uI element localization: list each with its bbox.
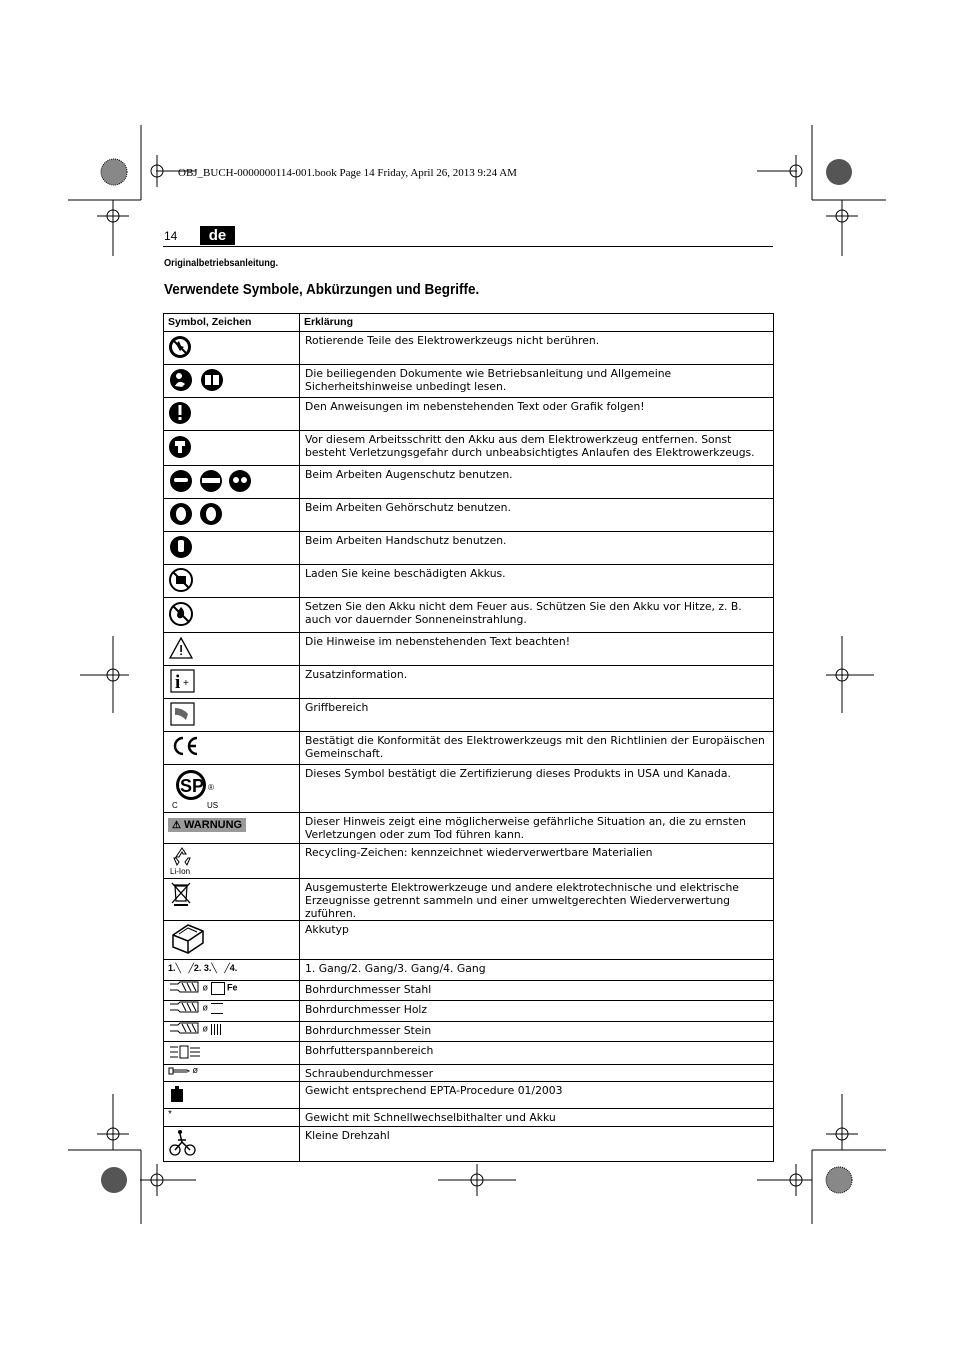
- row-explanation: Ausgemusterte Elektrowerkzeuge und andere elektrotechnische und elektrische Erzeugnisse getrennt sammeln und einer umweltgerechten Wiederverwertung zuführen.: [300, 879, 774, 921]
- gear-selection-icon: 1.╲ ╱2. 3.╲ ╱4.: [164, 960, 300, 981]
- table-row: [164, 499, 774, 532]
- table-row: [164, 1042, 774, 1065]
- table-row: [164, 365, 774, 398]
- table-row: [164, 532, 774, 565]
- column-header-symbol: Symbol, Zeichen: [164, 314, 300, 332]
- symbols-table: [163, 313, 774, 1162]
- table-row: [164, 765, 774, 813]
- csa-c-label: C: [172, 801, 178, 810]
- eye-protection-icon: [168, 466, 258, 494]
- header-rule: [163, 246, 773, 247]
- row-explanation: Gewicht mit Schnellwechselbithalter und Akku: [300, 1109, 774, 1127]
- row-explanation: 1. Gang/2. Gang/3. Gang/4. Gang: [300, 960, 774, 981]
- row-explanation: Dieser Hinweis zeigt eine möglicherweise gefährliche Situation an, die zu ernsten Verletzungen oder zum Tod führen kann.: [300, 813, 774, 844]
- low-speed-bicycle-icon: [168, 1127, 198, 1157]
- row-explanation: Griffbereich: [300, 699, 774, 732]
- table-row: [164, 332, 774, 365]
- recycling-li-ion-icon: [170, 846, 194, 868]
- table-row: [164, 598, 774, 633]
- hand-protection-icon: [168, 532, 198, 560]
- table-row: [164, 732, 774, 765]
- table-row: [164, 633, 774, 666]
- diameter-symbol: ø: [202, 982, 209, 993]
- ear-protection-icon: [168, 499, 228, 527]
- page-number: 14: [164, 229, 178, 243]
- row-explanation: Bohrfutterspannbereich: [300, 1042, 774, 1065]
- table-row: [164, 981, 774, 1001]
- row-explanation: Die Hinweise im nebenstehenden Text beachten!: [300, 633, 774, 666]
- grip-area-icon: [168, 699, 198, 727]
- read-manual-icon: [168, 365, 228, 393]
- drill-wood-icon: [168, 1001, 200, 1015]
- diameter-symbol: ø: [202, 1002, 209, 1013]
- no-touch-rotating-icon: [168, 332, 198, 360]
- table-row: [164, 1022, 774, 1042]
- table-row: [164, 1082, 774, 1109]
- row-explanation: Beim Arbeiten Augenschutz benutzen.: [300, 466, 774, 499]
- print-info: OBJ_BUCH-0000000114-001.book Page 14 Friday, April 26, 2013 9:24 AM: [178, 167, 517, 179]
- table-row: [164, 398, 774, 431]
- language-tab: de: [200, 226, 235, 245]
- battery-pack-icon: [168, 921, 208, 955]
- table-row: [164, 960, 774, 981]
- row-explanation: Bohrdurchmesser Stahl: [300, 981, 774, 1001]
- gear-3-label: 3.: [203, 963, 212, 973]
- row-explanation: Bestätigt die Konformität des Elektrowerkzeugs mit den Richtlinien der Europäischen Gemeinschaft.: [300, 732, 774, 765]
- subtitle: Originalbetriebsanleitung.: [164, 258, 278, 269]
- warnung-label: WARNUNG: [184, 819, 243, 831]
- drill-stone-icon: [168, 1022, 200, 1036]
- row-explanation: Recycling-Zeichen: kennzeichnet wiederverwertbare Materialien: [300, 844, 774, 879]
- row-explanation: Kleine Drehzahl: [300, 1127, 774, 1162]
- table-header-row: [164, 314, 774, 332]
- gear-1-label: 1.: [168, 963, 176, 973]
- table-row: [164, 1001, 774, 1022]
- row-explanation: Bohrdurchmesser Stein: [300, 1022, 774, 1042]
- row-explanation: Laden Sie keine beschädigten Akkus.: [300, 565, 774, 598]
- row-explanation: Dieses Symbol bestätigt die Zertifizierung dieses Produkts in USA und Kanada.: [300, 765, 774, 813]
- ce-mark-icon: [168, 732, 202, 760]
- row-explanation: Den Anweisungen im nebenstehenden Text oder Grafik folgen!: [300, 398, 774, 431]
- screw-diameter-icon: [168, 1066, 190, 1076]
- table-row: [164, 879, 774, 921]
- diameter-symbol: ø: [202, 1023, 209, 1034]
- asterisk-icon: *: [164, 1109, 300, 1127]
- warnung-badge-icon: ⚠ WARNUNG: [168, 818, 246, 832]
- table-row: [164, 666, 774, 699]
- row-explanation: Gewicht entsprechend EPTA-Procedure 01/2003: [300, 1082, 774, 1109]
- warning-triangle-icon: [168, 633, 198, 661]
- svg-text:i: i: [175, 672, 181, 693]
- row-explanation: Beim Arbeiten Gehörschutz benutzen.: [300, 499, 774, 532]
- exclamation-icon: [168, 398, 198, 426]
- weight-icon: [168, 1084, 188, 1104]
- row-explanation: Die beiliegenden Dokumente wie Betriebsanleitung und Allgemeine Sicherheitshinweise unbedingt lesen.: [300, 365, 774, 398]
- gear-4-label: 4.: [229, 963, 238, 973]
- table-row: [164, 921, 774, 960]
- info-icon: [168, 666, 198, 694]
- table-row: [164, 1109, 774, 1127]
- row-explanation: Schraubendurchmesser: [300, 1065, 774, 1082]
- svg-text:+: +: [183, 678, 189, 689]
- row-explanation: Akkutyp: [300, 921, 774, 960]
- no-fire-icon: [168, 598, 198, 628]
- table-row: [164, 431, 774, 466]
- row-explanation: Setzen Sie den Akku nicht dem Feuer aus. Schützen Sie den Akku vor Hitze, z. B. auch vor dauernder Sonneneinstrahlung.: [300, 598, 774, 633]
- drill-steel-icon: [168, 981, 200, 995]
- gear-2-label: 2.: [193, 963, 202, 973]
- table-row: [164, 565, 774, 598]
- table-row: [164, 813, 774, 844]
- table-row: [164, 844, 774, 879]
- table-row: [164, 1127, 774, 1162]
- csa-registered: ®: [208, 783, 214, 792]
- table-row: [164, 1065, 774, 1082]
- table-row: [164, 466, 774, 499]
- chuck-range-icon: [168, 1044, 202, 1060]
- page-heading: Verwendete Symbole, Abkürzungen und Begriffe.: [164, 281, 480, 298]
- table-row: [164, 699, 774, 732]
- fe-label: Fe: [227, 982, 238, 993]
- csa-us-label: US: [207, 801, 219, 810]
- row-explanation: Zusatzinformation.: [300, 666, 774, 699]
- diameter-symbol: ø: [192, 1065, 199, 1075]
- row-explanation: Beim Arbeiten Handschutz benutzen.: [300, 532, 774, 565]
- no-charging-damaged-icon: [168, 565, 198, 593]
- weee-bin-icon: [168, 879, 196, 907]
- li-ion-label: Li-Ion: [170, 867, 191, 876]
- row-explanation: Rotierende Teile des Elektrowerkzeugs nicht berühren.: [300, 332, 774, 365]
- row-explanation: Bohrdurchmesser Holz: [300, 1001, 774, 1022]
- row-explanation: Vor diesem Arbeitsschritt den Akku aus dem Elektrowerkzeug entfernen. Sonst besteht Verletzungsgefahr durch unbeabsichtigtes Anlaufen des Elektrowerkzeugs.: [300, 431, 774, 466]
- column-header-explanation: Erklärung: [300, 314, 774, 332]
- remove-battery-icon: [168, 431, 198, 461]
- svg-text:SP: SP: [180, 776, 205, 796]
